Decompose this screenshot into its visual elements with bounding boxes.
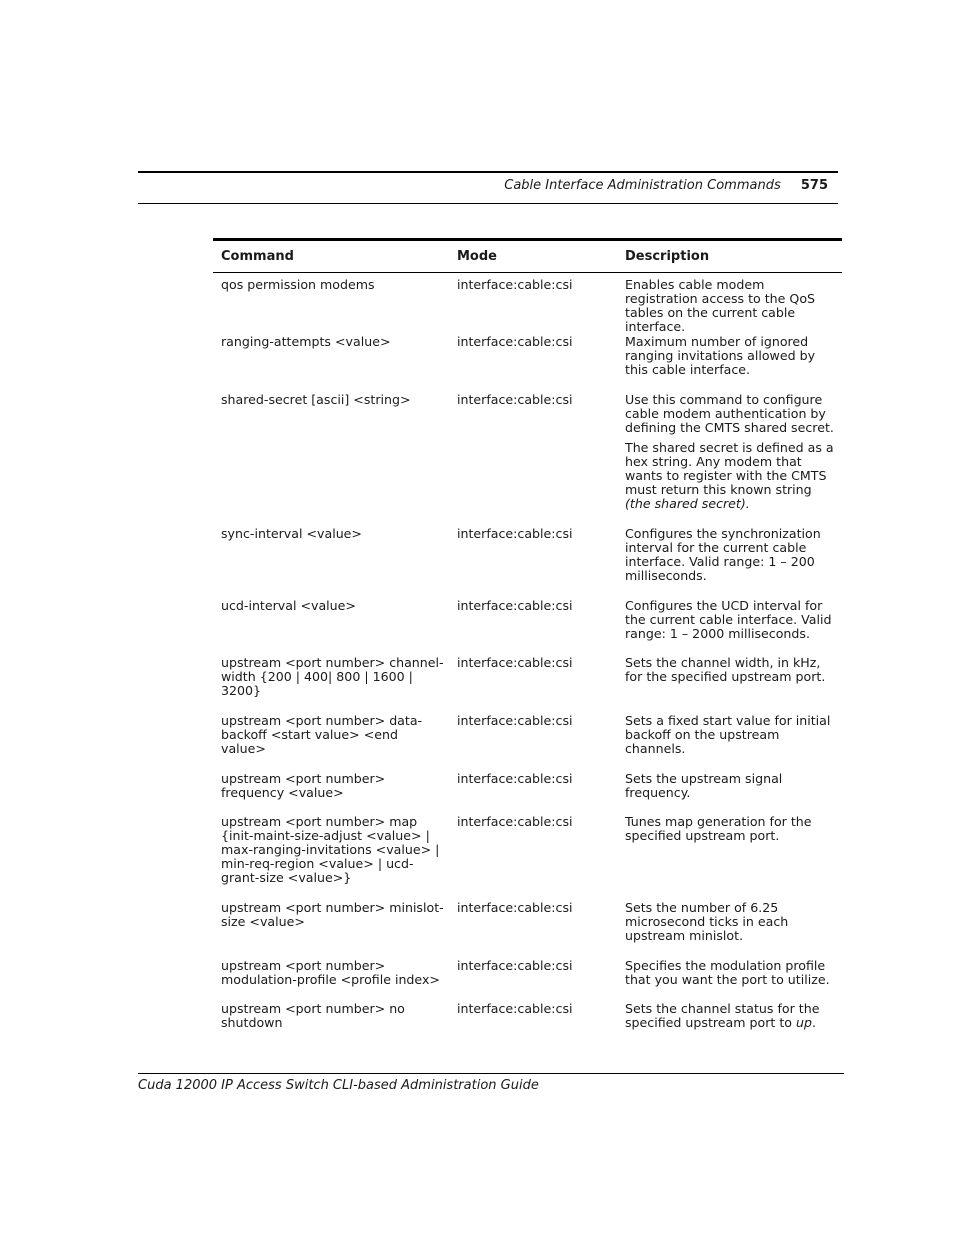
description-text: Specifies the modulation profile that you want the port to utilize. xyxy=(625,958,830,987)
description-text: Sets the channel width, in kHz, for the specified upstream port. xyxy=(625,655,826,684)
mode-cell: interface:cable:csi xyxy=(457,277,573,292)
footer-text: Cuda 12000 IP Access Switch CLI-based Administration Guide xyxy=(138,1078,539,1093)
description-cell xyxy=(625,772,840,806)
header-rule-top xyxy=(138,171,838,173)
mode-cell: interface:cable:csi xyxy=(457,392,573,407)
mode-cell: interface:cable:csi xyxy=(457,771,573,786)
description-span: The shared secret is defined as a hex string. Any modem that wants to register with the CMTS must return this known string xyxy=(625,440,834,497)
description-cell xyxy=(625,599,840,647)
mode-cell: interface:cable:csi xyxy=(457,900,573,915)
description-emphasis: up xyxy=(795,1015,812,1030)
mode-cell: interface:cable:csi xyxy=(457,598,573,613)
command-cell: ucd-interval <value> xyxy=(221,598,356,613)
header-description: Description xyxy=(625,249,710,264)
description-cell xyxy=(625,278,840,340)
description-span: Sets the channel status for the specified upstream port to xyxy=(625,1001,820,1030)
mode-cell: interface:cable:csi xyxy=(457,958,573,973)
mode-cell: interface:cable:csi xyxy=(457,655,573,670)
command-cell: upstream <port number> map {init-maint-size-adjust <value> | max-ranging-invitations <value> | min-req-region <value> | ucd-grant-size <value>} xyxy=(221,814,440,885)
command-cell: upstream <port number> channel-width {200 | 400| 800 | 1600 | 3200} xyxy=(221,655,444,698)
running-head-title: Cable Interface Administration Commands xyxy=(504,178,781,193)
running-head xyxy=(504,178,828,193)
description-text: Configures the synchronization interval for the current cable interface. Valid range: 1 – 200 milliseconds. xyxy=(625,526,821,583)
description-text xyxy=(625,441,840,511)
description-emphasis: (the shared secret). xyxy=(625,496,750,511)
command-cell: upstream <port number> data-backoff <start value> <end value> xyxy=(221,713,423,756)
description-cell xyxy=(625,335,840,383)
mode-cell: interface:cable:csi xyxy=(457,526,573,541)
command-cell: upstream <port number> frequency <value> xyxy=(221,771,386,800)
description-cell xyxy=(625,815,840,849)
description-cell xyxy=(625,959,840,993)
description-text: Enables cable modem registration access to the QoS tables on the current cable interface. xyxy=(625,277,816,334)
mode-cell: interface:cable:csi xyxy=(457,814,573,829)
command-cell: upstream <port number> modulation-profile <profile index> xyxy=(221,958,440,987)
command-cell: sync-interval <value> xyxy=(221,526,362,541)
description-text: Configures the UCD interval for the current cable interface. Valid range: 1 – 2000 milliseconds. xyxy=(625,598,832,641)
footer-rule xyxy=(138,1073,844,1074)
table-header-row xyxy=(213,238,842,273)
mode-cell: interface:cable:csi xyxy=(457,713,573,728)
description-text xyxy=(625,1002,840,1030)
description-text: Use this command to configure cable modem authentication by defining the CMTS shared secret. xyxy=(625,392,834,435)
command-cell: upstream <port number> minislot-size <value> xyxy=(221,900,444,929)
header-rule-bottom xyxy=(138,203,838,204)
command-table xyxy=(213,238,842,1030)
description-text: Sets a fixed start value for initial backoff on the upstream channels. xyxy=(625,713,831,756)
description-cell xyxy=(625,1002,840,1036)
mode-cell: interface:cable:csi xyxy=(457,334,573,349)
command-cell: upstream <port number> no shutdown xyxy=(221,1001,405,1030)
command-cell: shared-secret [ascii] <string> xyxy=(221,392,411,407)
command-cell: qos permission modems xyxy=(221,277,375,292)
description-cell xyxy=(625,527,840,589)
header-command: Command xyxy=(221,249,294,264)
description-text: Sets the upstream signal frequency. xyxy=(625,771,783,800)
description-text: Tunes map generation for the specified upstream port. xyxy=(625,814,812,843)
description-cell xyxy=(625,901,840,949)
header-mode: Mode xyxy=(457,249,497,264)
command-cell: ranging-attempts <value> xyxy=(221,334,391,349)
description-tail: . xyxy=(811,1015,816,1030)
description-cell xyxy=(625,656,840,690)
description-cell xyxy=(625,714,840,762)
description-text: Maximum number of ignored ranging invitations allowed by this cable interface. xyxy=(625,334,816,377)
description-text: Sets the number of 6.25 microsecond ticks in each upstream minislot. xyxy=(625,900,789,943)
mode-cell: interface:cable:csi xyxy=(457,1001,573,1016)
page-number: 575 xyxy=(800,178,828,193)
description-cell xyxy=(625,393,840,517)
